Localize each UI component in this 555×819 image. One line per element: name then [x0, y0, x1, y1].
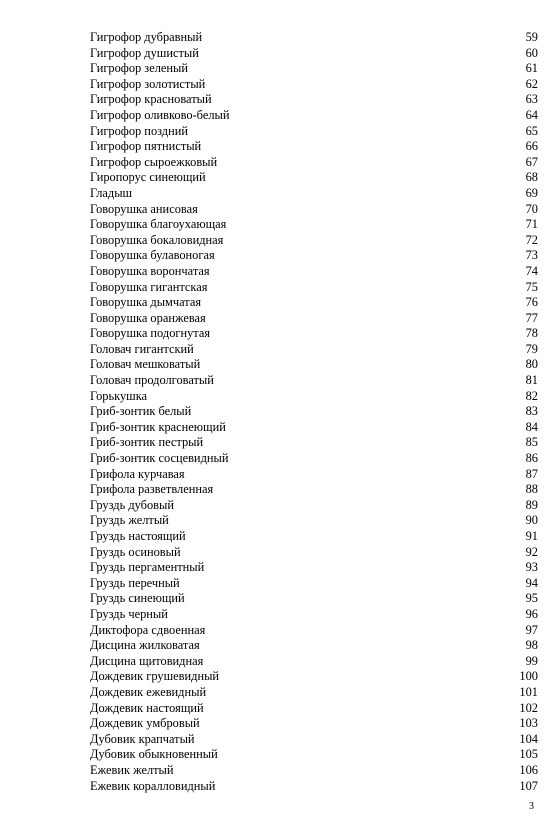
toc-entry — [90, 451, 538, 467]
toc-entry — [90, 779, 538, 795]
toc-entry-name: Груздь дубовый — [90, 497, 174, 512]
toc-entry-page: 107 — [519, 778, 538, 793]
toc-entry-name: Груздь черный — [90, 606, 168, 621]
toc-entry — [90, 264, 538, 280]
toc-entry-page: 81 — [525, 373, 538, 388]
toc-entry-page: 78 — [525, 326, 538, 341]
toc-entry-name: Гриб-зонтик сосцевидный — [90, 451, 229, 466]
toc-entry — [90, 202, 538, 218]
toc-entry-name: Гигрофор золотистый — [90, 76, 206, 91]
toc-entry-page: 90 — [525, 513, 538, 528]
toc-entry — [90, 248, 538, 264]
toc-entry — [90, 357, 538, 373]
toc-entry-name: Гриб-зонтик краснеющий — [90, 419, 226, 434]
toc-entry-name: Дисцина щитовидная — [90, 653, 204, 668]
toc-entry-name: Гигрофор пятнистый — [90, 139, 202, 154]
toc-entry — [90, 92, 538, 108]
toc-entry — [90, 46, 538, 62]
toc-entry-page: 106 — [519, 762, 538, 777]
toc-entry-page: 104 — [519, 731, 538, 746]
toc-entry — [90, 404, 538, 420]
toc-entry — [90, 716, 538, 732]
toc-entry-page: 60 — [525, 45, 538, 60]
toc-entry-page: 103 — [519, 716, 538, 731]
toc-entry-page: 94 — [525, 575, 538, 590]
toc-entry — [90, 373, 538, 389]
toc-entry-name: Дождевик ежевидный — [90, 684, 207, 699]
toc-entry-name: Дождевик грушевидный — [90, 669, 220, 684]
toc-entry-page: 101 — [519, 684, 538, 699]
toc-entry-name: Грифола разветвленная — [90, 482, 214, 497]
toc-entry — [90, 747, 538, 763]
toc-entry — [90, 685, 538, 701]
toc-entry-name: Гладыш — [90, 185, 133, 200]
toc-entry-page: 63 — [525, 92, 538, 107]
toc-entry-page: 77 — [525, 310, 538, 325]
toc-entry-page: 61 — [525, 61, 538, 76]
toc-entry — [90, 155, 538, 171]
toc-entry-page: 91 — [525, 529, 538, 543]
toc-entry — [90, 560, 538, 576]
toc-entry-page: 96 — [525, 606, 538, 621]
toc-entry-name: Ежевик коралловидный — [90, 778, 216, 793]
toc-entry — [90, 669, 538, 685]
toc-entry-name: Грифола курчавая — [90, 466, 185, 481]
toc-entry-name: Груздь перечный — [90, 575, 180, 590]
toc-entry-name: Дубовик обыкновенный — [90, 747, 218, 762]
toc-entry — [90, 435, 538, 451]
toc-entry — [90, 467, 538, 483]
toc-entry — [90, 498, 538, 514]
toc-entry-name: Говорушка благоухающая — [90, 217, 227, 232]
toc-entry-page: 72 — [525, 232, 538, 247]
toc-entry-name: Горькушка — [90, 388, 148, 403]
toc-entry — [90, 623, 538, 639]
table-of-contents — [90, 30, 538, 794]
toc-entry-page: 79 — [525, 341, 538, 356]
toc-entry-page: 84 — [525, 419, 538, 434]
toc-entry — [90, 30, 538, 46]
toc-entry — [90, 607, 538, 623]
toc-entry-name: Дождевик настоящий — [90, 700, 204, 715]
toc-entry-name: Груздь синеющий — [90, 591, 185, 606]
toc-entry-page: 102 — [519, 700, 538, 715]
toc-entry — [90, 529, 538, 545]
toc-entry-page: 93 — [525, 560, 538, 575]
toc-entry-name: Диктофора сдвоенная — [90, 622, 206, 637]
toc-entry — [90, 311, 538, 327]
toc-entry-name: Груздь осиновый — [90, 544, 181, 559]
toc-entry-page: 64 — [525, 107, 538, 122]
toc-entry-name: Говорушка дымчатая — [90, 295, 202, 310]
toc-entry-page: 73 — [525, 248, 538, 263]
toc-entry-name: Гигрофор зеленый — [90, 61, 188, 76]
toc-entry-name: Говорушка оранжевая — [90, 310, 206, 325]
toc-entry-page: 76 — [525, 295, 538, 310]
toc-entry-page: 99 — [525, 653, 538, 668]
toc-entry-name: Груздь пергаментный — [90, 560, 205, 575]
toc-entry-name: Дисцина жилковатая — [90, 638, 200, 653]
toc-entry-page: 82 — [525, 388, 538, 403]
toc-entry — [90, 326, 538, 342]
toc-entry-page: 105 — [519, 747, 538, 762]
toc-entry — [90, 763, 538, 779]
toc-entry — [90, 77, 538, 93]
toc-entry-page: 70 — [525, 201, 538, 216]
toc-entry — [90, 170, 538, 186]
toc-entry-name: Гигрофор душистый — [90, 45, 199, 60]
toc-entry-name: Гигрофор дубравный — [90, 30, 203, 44]
toc-entry — [90, 576, 538, 592]
toc-entry — [90, 61, 538, 77]
toc-entry — [90, 217, 538, 233]
toc-entry — [90, 513, 538, 529]
toc-entry-page: 65 — [525, 123, 538, 138]
toc-entry — [90, 124, 538, 140]
toc-entry-page: 67 — [525, 154, 538, 169]
page-number: 3 — [529, 801, 534, 812]
toc-entry-name: Головач продолговатый — [90, 373, 214, 388]
toc-entry-name: Гриб-зонтик белый — [90, 404, 192, 419]
toc-entry-name: Говорушка анисовая — [90, 201, 198, 216]
toc-entry — [90, 701, 538, 717]
toc-entry — [90, 654, 538, 670]
toc-entry — [90, 108, 538, 124]
toc-entry-page: 74 — [525, 263, 538, 278]
toc-entry-page: 95 — [525, 591, 538, 606]
toc-entry — [90, 389, 538, 405]
toc-entry-name: Головач гигантский — [90, 341, 194, 356]
toc-entry-page: 100 — [519, 669, 538, 684]
toc-entry — [90, 591, 538, 607]
toc-entry-name: Говорушка бокаловидная — [90, 232, 224, 247]
toc-entry-page: 59 — [525, 30, 538, 44]
toc-entry-page: 83 — [525, 404, 538, 419]
toc-entry-page: 85 — [525, 435, 538, 450]
toc-entry-name: Гигрофор оливково-белый — [90, 107, 230, 122]
toc-entry-name: Головач мешковатый — [90, 357, 201, 372]
toc-entry-page: 80 — [525, 357, 538, 372]
toc-entry-page: 98 — [525, 638, 538, 653]
toc-entry-page: 69 — [525, 185, 538, 200]
toc-entry-name: Гигрофор красноватый — [90, 92, 212, 107]
toc-entry — [90, 420, 538, 436]
toc-entry — [90, 732, 538, 748]
toc-entry — [90, 186, 538, 202]
toc-entry-page: 89 — [525, 497, 538, 512]
toc-entry-page: 87 — [525, 466, 538, 481]
toc-entry — [90, 342, 538, 358]
toc-entry-name: Дубовик крапчатый — [90, 731, 195, 746]
toc-entry-page: 68 — [525, 170, 538, 185]
toc-entry — [90, 139, 538, 155]
toc-entry — [90, 638, 538, 654]
toc-entry-page: 97 — [525, 622, 538, 637]
toc-entry-page: 86 — [525, 451, 538, 466]
toc-entry-name: Говорушка подогнутая — [90, 326, 211, 341]
toc-entry-page: 75 — [525, 279, 538, 294]
toc-entry — [90, 482, 538, 498]
toc-entry-page: 92 — [525, 544, 538, 559]
toc-entry-page: 66 — [525, 139, 538, 154]
toc-entry-page: 88 — [525, 482, 538, 497]
toc-entry-name: Ежевик желтый — [90, 762, 174, 777]
toc-entry-name: Говорушка булавоногая — [90, 248, 215, 263]
toc-entry-name: Гриб-зонтик пестрый — [90, 435, 204, 450]
toc-entry-name: Говорушка гигантская — [90, 279, 208, 294]
toc-entry-name: Гигрофор поздний — [90, 123, 189, 138]
toc-entry-name: Говорушка ворончатая — [90, 263, 210, 278]
toc-entry-name: Груздь настоящий — [90, 529, 186, 543]
toc-entry — [90, 545, 538, 561]
toc-entry-name: Груздь желтый — [90, 513, 169, 528]
toc-entry-name: Гиропорус синеющий — [90, 170, 206, 185]
toc-entry-name: Дождевик умбровый — [90, 716, 200, 731]
toc-entry — [90, 280, 538, 296]
toc-entry-page: 62 — [525, 76, 538, 91]
toc-entry-name: Гигрофор сыроежковый — [90, 154, 218, 169]
toc-entry — [90, 233, 538, 249]
toc-entry-page: 71 — [525, 217, 538, 232]
toc-entry — [90, 295, 538, 311]
